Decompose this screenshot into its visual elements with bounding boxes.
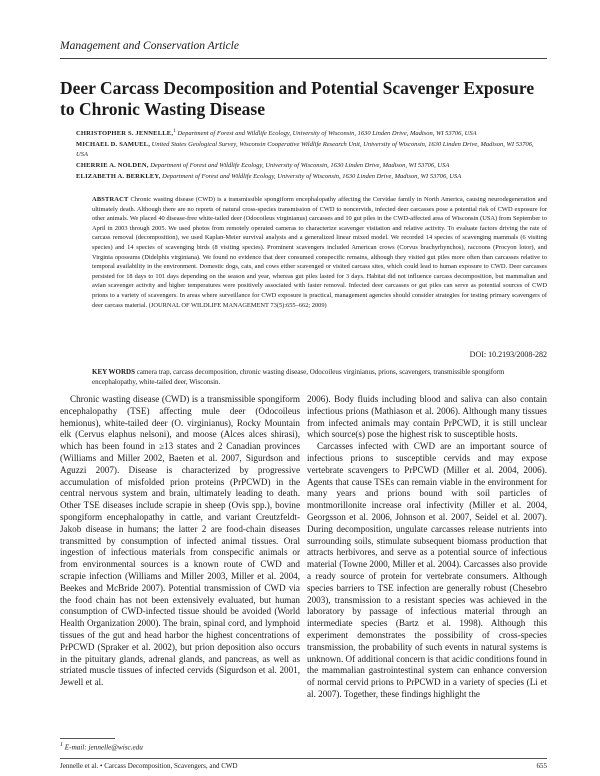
keywords-text: camera trap, carcass decomposition, chronic wasting disease, Odocoileus virginianus, prions, scavengers, transmissible spongiform encephalopathy, white-tailed deer, Wisconsin.	[92, 368, 505, 386]
abstract-label: ABSTRACT	[92, 196, 129, 203]
author-name: CHERRIE A. NOLDEN,	[76, 162, 149, 170]
author-affiliation: United States Geological Survey, Wisconsin Cooperative Wildlife Research Unit, University of Wisconsin, 1630 Linden Drive, Madison, WI 53706, USA	[76, 141, 534, 159]
footnote-text: E-mail: jennelle@wisc.edu	[64, 743, 143, 752]
author-footnote-mark: 1	[173, 128, 176, 134]
keywords-label: KEY WORDS	[92, 368, 135, 376]
body-paragraph: Carcasses infected with CWD are an important source of infectious prions to susceptible cervids and may expose vertebrate scavengers to PrPCWD (Miller et al. 2004, 2006). Agents that cause TSEs can remain viable in the environment for many years and prions bound with soil particles of montmorillonite increase oral infectivity (Miller et al. 2004, Georgsson et al. 2006, Johnson et al. 2007, Seidel et al. 2007). During decomposition, ungulate carcasses release nutrients into surrounding soils, stimulate subsequent biomass production that attracts herbivores, and serve as a potential source of infectious material (Towne 2000, Miller et al. 2004). Carcasses also provide a ready source of protein for vertebrate consumers. Although species barriers to TSE infection are generally robust (Chesebro 2003), transmission to a resistant species was achieved in the laboratory by passage of infectious material through an intermediate species (Bartz et al. 1998). Although this experiment demonstrates the possibility of cross-species transmission, the probability of such events in natural systems is unknown. Of additional concern is that acidic conditions found in the mammalian gastrointestinal system can enhance conversion of normal cervid prions to PrPCWD in a variety of species (Li et al. 2007). Together, these findings highlight the	[307, 441, 547, 699]
page-number: 655	[536, 762, 547, 770]
abstract	[92, 195, 547, 310]
doi: DOI: 10.2193/2008-282	[469, 350, 547, 359]
author-affiliation: Department of Forest and Wildlife Ecology, University of Wisconsin, 1630 Linden Drive, Madison, WI 53706, USA	[162, 173, 462, 181]
body-column-left	[60, 394, 300, 689]
article-title: Deer Carcass Decomposition and Potential Scavenger Exposure to Chronic Wasting Disease	[60, 78, 535, 119]
author-name: ELIZABETH A. BERKLEY,	[76, 173, 161, 181]
author-name: CHRISTOPHER S. JENNELLE,	[76, 130, 174, 138]
header-rule	[60, 58, 547, 59]
body-paragraph: 2006). Body fluids including blood and saliva can also contain infectious prions (Mathiason et al. 2006). Although many tissues from infected animals may contain PrPCWD, it is still unclear which source(s) pose the highest risk to susceptible hosts.	[307, 394, 547, 440]
author-entry	[76, 140, 546, 160]
body-column-right	[307, 394, 547, 701]
abstract-text: Chronic wasting disease (CWD) is a transmissible spongiform encephalopathy affecting the Cervidae family in North America, causing neurodegeneration and ultimately death. Although there are no reports of natural cross-species transmission of CWD to noncervids, infected deer carcasses pose a potential risk of CWD exposure for other animals. We placed 40 disease-free white-tailed deer (Odocoileus virginianus) carcasses and 10 gut piles in the CWD-affected area of Wisconsin (USA) from September to April in 2003 through 2005. We used photos from remotely operated cameras to characterize scavenger visitation and relative activity. To evaluate factors driving the rate of carcass removal (decomposition), we used Kaplan-Meier survival analysis and a generalized linear mixed model. We recorded 14 species of scavenging mammals (6 visiting species) and 14 species of scavenging birds (8 visiting species). Prominent scavengers included American crows (Corvus brachyrhynchos), raccoons (Procyon lotor), and Virginia opossums (Didelphis virginiana). We found no evidence that deer consumed conspecific remains, although they visited gut piles more often than carcasses relative to temporal availability in the environment. Domestic dogs, cats, and cows either scavenged or visited carcass sites, which could lead to human exposure to CWD. Deer carcasses persisted for 18 days to 101 days depending on the season and year, whereas gut piles lasted for 3 days. Habitat did not influence carcass decomposition, but mammalian and avian scavenger activity and higher temperatures were positively associated with faster removal. Infected deer carcasses or gut piles can serve as potential sources of CWD prions to a variety of scavengers. In areas where surveillance for CWD exposure is practical, management agencies should consider strategies for testing primary scavengers of deer carcass material. (JOURNAL OF WILDLIFE MANAGEMENT 73(5):655–662; 2009)	[92, 196, 547, 309]
author-name: MICHAEL D. SAMUEL,	[76, 141, 151, 149]
author-entry	[76, 161, 546, 171]
body-paragraph: Chronic wasting disease (CWD) is a transmissible spongiform encephalopathy (TSE) affecting mule deer (Odocoileus hemionus), white-tailed deer (O. virginianus), Rocky Mountain elk (Cervus elaphus nelsoni), and moose (Alces alces shirasi), which has been found in ≥13 states and 2 Canadian provinces (Williams and Miller 2002, Baeten et al. 2007, Sigurdson and Aguzzi 2007). Disease is characterized by progressive accumulation of misfolded prion proteins (PrPCWD) in the central nervous system and brain, ultimately leading to death. Other TSE diseases include scrapie in sheep (Ovis spp.), bovine spongiform encephalopathy in cattle, and variant Creutzfeldt-Jakob disease in humans; the latter 2 are food-chain diseases transmitted by consumption of infected animal tissues. Oral ingestion of infectious materials from conspecific animals or from environmental sources is a known route of CWD and scrapie infection (Williams and Miller 2003, Miller et al. 2004, Beekes and McBride 2007). Potential transmission of CWD via the food chain has not been extensively evaluated, but human consumption of CWD-infected tissue should be avoided (World Health Organization 2000). The brain, spinal cord, and lymphoid tissues of the gut and head harbor the highest concentrations of PrPCWD (Spraker et al. 2002), but prion deposition also occurs in the pituitary glands, adrenal glands, and pancreas, as well as striated muscle tissues of infected cervids (Sigurdson et al. 2001, Jewell et al.	[60, 394, 300, 688]
running-footer: Jennelle et al. • Carcass Decomposition, Scavengers, and CWD	[60, 762, 238, 770]
author-affiliation: Department of Forest and Wildlife Ecology, University of Wisconsin, 1630 Linden Drive, Madison, WI 53706, USA	[150, 162, 450, 170]
page-footer	[60, 762, 547, 770]
footnote-mark: 1	[60, 742, 63, 748]
article-type: Management and Conservation Article	[60, 40, 239, 52]
keywords	[92, 367, 547, 387]
author-list	[76, 126, 546, 183]
footnote-rule	[60, 738, 115, 739]
footer-rule	[60, 758, 547, 759]
author-entry	[76, 172, 546, 182]
author-entry	[76, 126, 546, 139]
footnote-email	[60, 742, 143, 751]
author-affiliation: Department of Forest and Wildlife Ecology, University of Wisconsin, 1630 Linden Drive, Madison, WI 53706, USA	[177, 130, 477, 138]
